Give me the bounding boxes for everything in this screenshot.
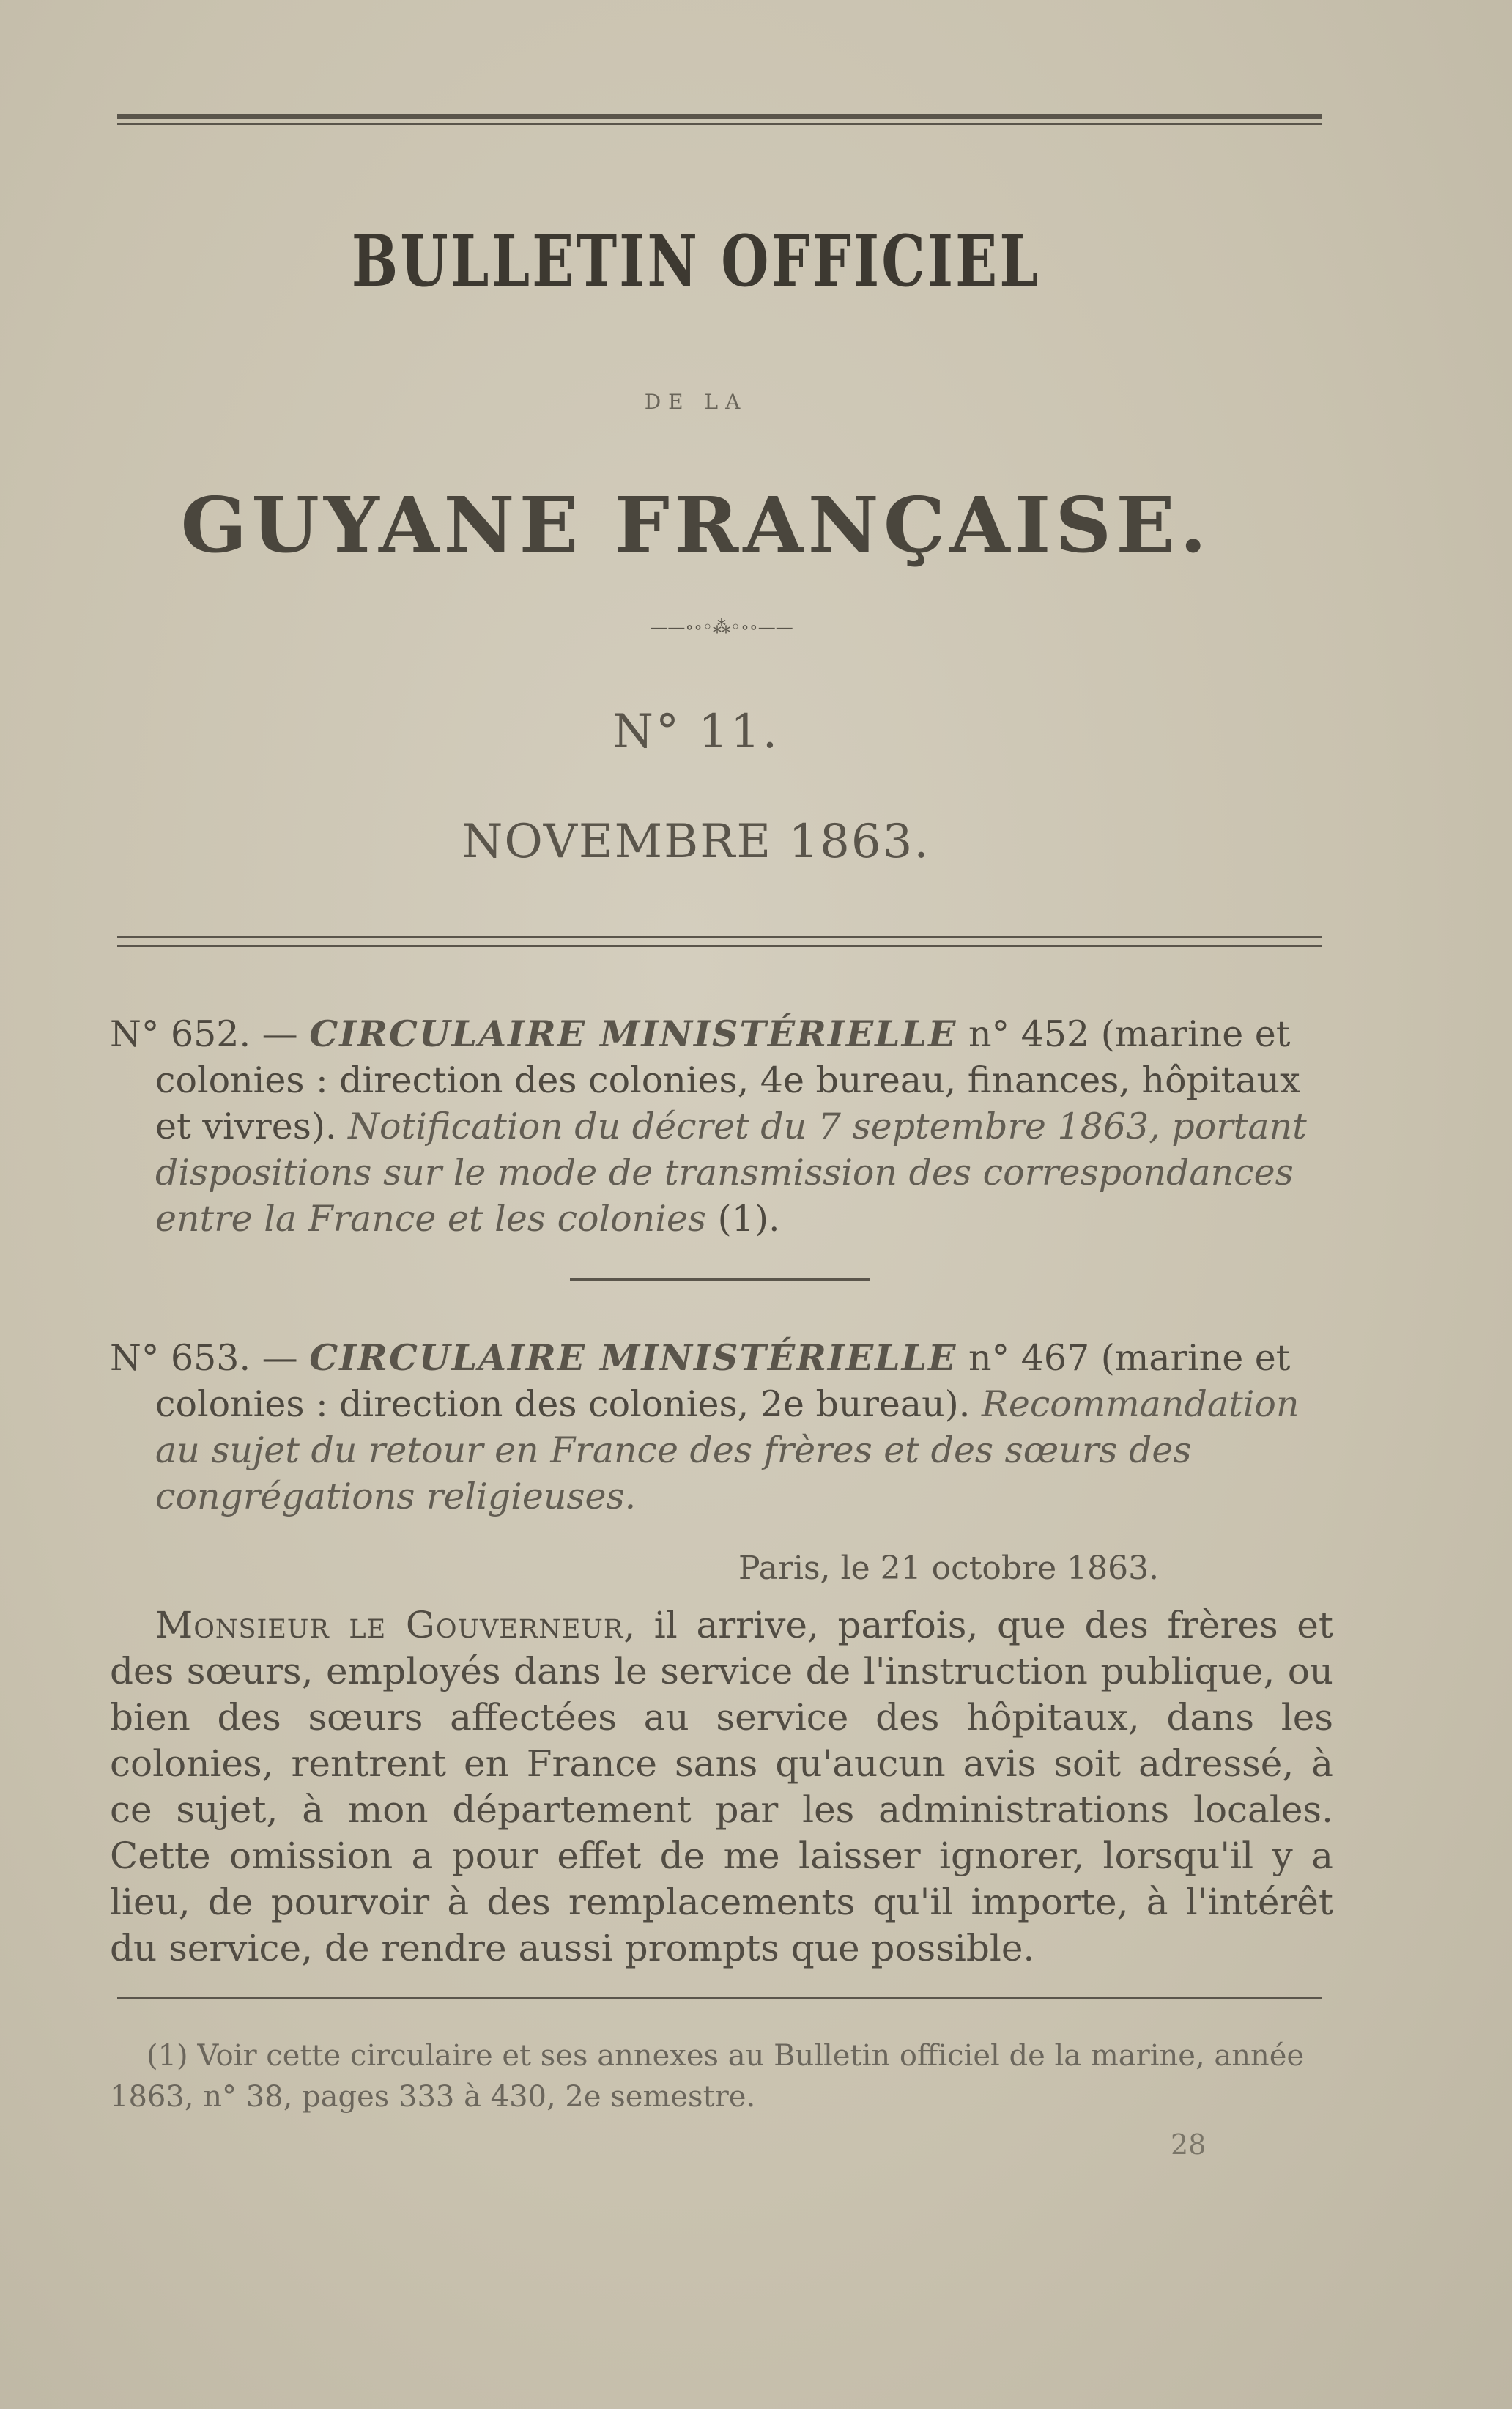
issue-month: NOVEMBRE 1863. xyxy=(462,815,930,869)
entry-number: N° 653. xyxy=(110,1337,251,1379)
footnote: (1) Voir cette circulaire et ses annexes au Bulletin officiel de la marine, année 1863, n° 38, pages 333 à 430, 2e semestre. xyxy=(110,2039,1305,2114)
dateline: Paris, le 21 octobre 1863. xyxy=(738,1550,1160,1587)
section-rule-thin xyxy=(117,945,1322,947)
entry-description: Recommandation au sujet du retour en France des frères et des sœurs des congrégations religieuses. xyxy=(155,1383,1300,1517)
de-la-label: DE LA xyxy=(644,390,748,414)
entry-dash: — xyxy=(251,1337,310,1379)
issue-number: N° 11. xyxy=(612,705,780,759)
letter-text: , il arrive, parfois, que des frères et des sœurs, employés dans le service de l'instruction publique, ou bien des sœurs affectées au service des hôpitaux, dans les colonies, rentrent en France sans qu'aucun avis soit adressé, à ce sujet, à mon département par les administrations locales. Cette omission a pour effet de me laisser ignorer, lorsqu'il y a lieu, de pourvoir à des remplacements qu'il importe, à l'intérêt du service, de rendre aussi prompts que possible. xyxy=(110,1604,1333,1969)
entry-653 xyxy=(110,1335,1333,1520)
entry-kind: CIRCULAIRE MINISTÉRIELLE xyxy=(309,1336,957,1379)
bulletin-title: BULLETIN OFFICIEL xyxy=(351,220,1041,303)
ornament-divider: ——∘∘◦⁂◦∘∘—— xyxy=(650,617,793,637)
entry-ref: n° 467 (marine et colonies : direction des colonies, 2e bureau). xyxy=(155,1337,1291,1425)
footnote-rule xyxy=(117,1997,1322,1999)
entry-number: N° 652. xyxy=(110,1013,251,1055)
letter-body xyxy=(110,1602,1333,1972)
footnote-ref: (1). xyxy=(706,1198,780,1240)
guyane-title: GUYANE FRANÇAISE. xyxy=(180,480,1212,570)
entry-kind: CIRCULAIRE MINISTÉRIELLE xyxy=(309,1013,957,1055)
entry-ref: n° 452 (marine et colonies : direction des colonies, 4e bureau, finances, hôpitaux et vivres). xyxy=(155,1013,1300,1147)
entry-description: Notification du décret du 7 septembre 1863, portant dispositions sur le mode de transmission des correspondances entre la France et les colonies xyxy=(155,1106,1307,1240)
entry-separator xyxy=(570,1278,870,1281)
entry-dash: — xyxy=(251,1013,310,1055)
section-rule xyxy=(117,936,1322,938)
entry-652 xyxy=(110,1011,1333,1242)
page-number: 28 xyxy=(1171,2128,1207,2161)
salutation: Monsieur le Gouverneur xyxy=(155,1604,624,1646)
top-rule-thin xyxy=(117,123,1322,125)
top-rule xyxy=(117,114,1322,119)
